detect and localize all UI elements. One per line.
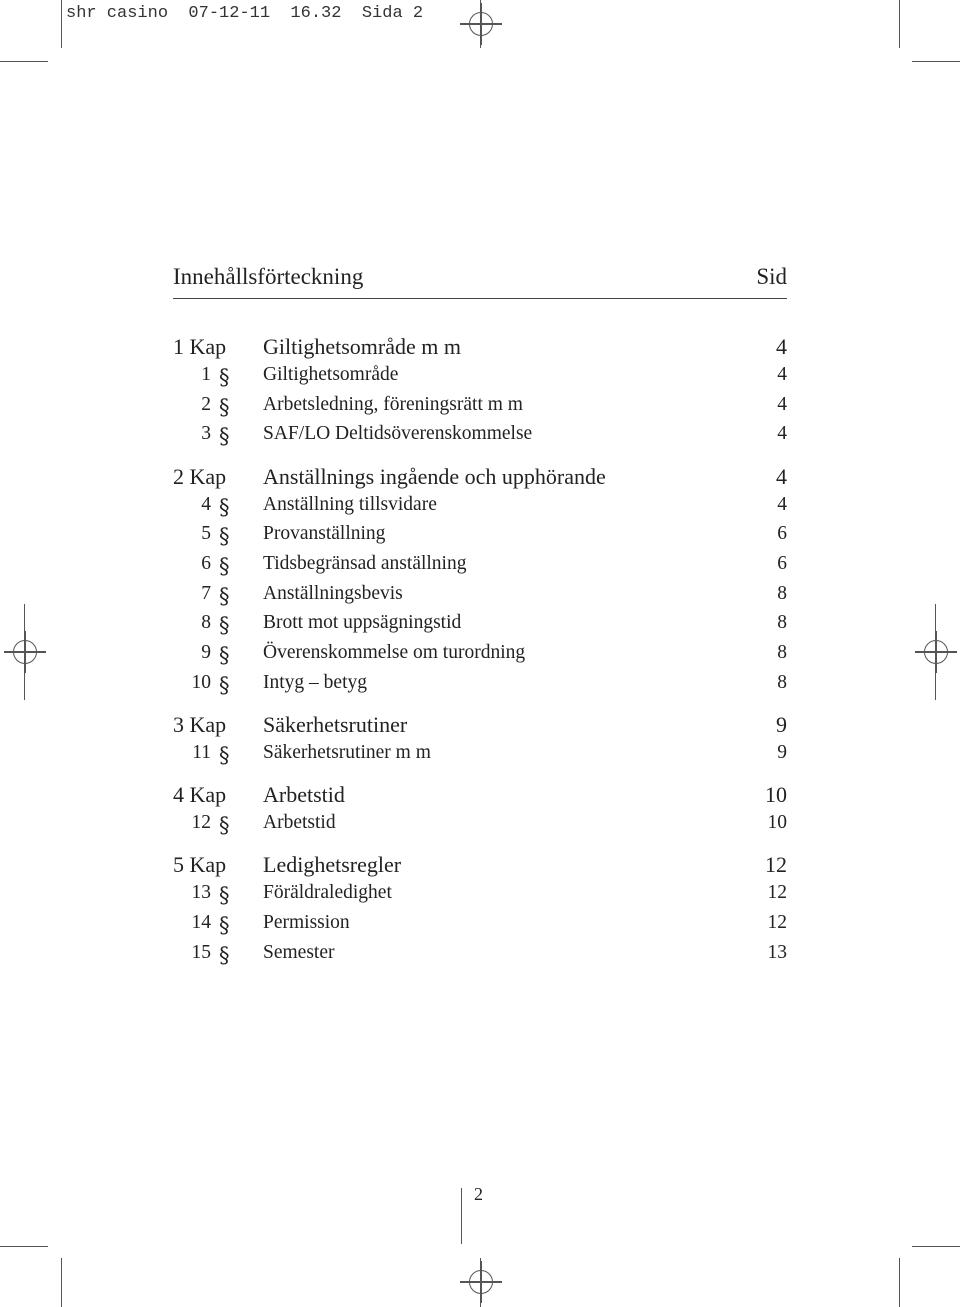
toc-section-row [173, 553, 787, 583]
section-symbol: § [219, 912, 230, 937]
toc-section-row [173, 423, 787, 453]
chapter-number: 5 Kap [173, 852, 227, 878]
toc-entry-page: 8 [777, 671, 787, 693]
toc-section-row [173, 523, 787, 553]
section-symbol: § [219, 942, 230, 967]
toc-entry-title: Giltighetsområde [263, 364, 399, 385]
toc-entry-title: Anställning tillsvidare [263, 493, 437, 515]
toc-entry-page: 8 [777, 582, 787, 604]
toc-entry-page: 12 [765, 852, 787, 878]
toc-section-row [173, 942, 787, 972]
section-symbol: § [219, 672, 230, 697]
section-symbol: § [219, 494, 230, 519]
section-symbol: § [219, 583, 230, 608]
toc-section-row [173, 742, 787, 772]
section-symbol: § [219, 365, 230, 389]
toc-entry-title: Arbetstid [263, 782, 345, 808]
toc-entry-title: Tidsbegränsad anställning [263, 552, 467, 574]
toc-section-row [173, 583, 787, 613]
section-number: 1 [201, 364, 211, 385]
toc-entry-page: 4 [777, 364, 787, 385]
toc-entry-page: 10 [767, 812, 787, 834]
toc-entry-title: Anställnings ingående och upphörande [263, 463, 606, 489]
section-symbol: § [219, 813, 230, 838]
page-number: 2 [474, 1184, 483, 1204]
toc-chapter-row [173, 852, 787, 882]
toc-entry-page: 6 [777, 552, 787, 574]
toc-entry-title: Säkerhetsrutiner [263, 711, 408, 737]
section-symbol: § [219, 742, 230, 767]
section-symbol: § [219, 424, 230, 449]
toc-entry-page: 8 [777, 642, 787, 663]
toc-entry-title: Brott mot uppsägningstid [263, 612, 462, 634]
toc-entry-page: 4 [777, 393, 787, 415]
section-number: 9 [201, 642, 211, 663]
toc-entry-page: 4 [777, 493, 787, 515]
toc-chapter-row [173, 712, 787, 742]
toc-entry-title: Giltighetsområde m m [263, 334, 461, 359]
toc-section-row [173, 364, 787, 394]
toc-section-row [173, 812, 787, 842]
toc-chapter-row [173, 464, 787, 494]
toc-header [173, 264, 787, 299]
toc-entry-page: 8 [777, 612, 787, 634]
section-number: 11 [192, 741, 211, 763]
section-number: 7 [201, 582, 211, 604]
toc-entry-title: Semester [263, 941, 335, 963]
toc-chapter-row [173, 782, 787, 812]
section-number: 12 [191, 812, 211, 834]
section-number: 10 [191, 671, 211, 693]
chapter-number: 1 Kap [173, 334, 227, 359]
toc-section-row [173, 394, 787, 424]
section-symbol: § [219, 524, 230, 549]
section-number: 6 [201, 552, 211, 574]
section-symbol: § [219, 553, 230, 578]
toc-entry-title: Säkerhetsrutiner m m [263, 741, 431, 763]
registration-mark-icon [924, 640, 948, 664]
toc-section-row [173, 642, 787, 672]
toc-entry-page: 12 [767, 911, 787, 933]
section-number: 14 [191, 911, 211, 933]
section-symbol: § [219, 394, 230, 419]
registration-mark-icon [469, 1270, 493, 1294]
section-number: 4 [201, 493, 211, 515]
section-number: 2 [201, 393, 211, 415]
toc-entry-title: Provanställning [263, 523, 386, 545]
toc-entry-title: Ledighetsregler [263, 852, 402, 878]
page-title: Innehållsförteckning [173, 264, 364, 289]
toc-section-row [173, 882, 787, 912]
print-slug: shr casino 07-12-11 16.32 Sida 2 [66, 4, 424, 23]
toc-section-row [173, 612, 787, 642]
toc-entry-title: Permission [263, 911, 350, 933]
toc-entry-page: 12 [767, 882, 787, 904]
toc-entry-page: 4 [776, 334, 787, 359]
toc-entry-page: 13 [767, 941, 787, 963]
toc-entry-page: 9 [776, 711, 787, 737]
section-number: 13 [191, 882, 211, 904]
page-column-label: Sid [756, 264, 787, 289]
toc-entry-title: SAF/LO Deltidsöverenskommelse [263, 423, 533, 445]
section-number: 3 [201, 423, 211, 445]
toc-section-row [173, 672, 787, 702]
toc-entry-page: 9 [777, 741, 787, 763]
section-number: 5 [201, 523, 211, 545]
toc-entry-title: Arbetstid [263, 812, 336, 834]
section-symbol: § [219, 643, 230, 667]
section-symbol: § [219, 883, 230, 908]
toc-entry-page: 4 [777, 423, 787, 445]
toc-entry-title: Intyg – betyg [263, 671, 367, 693]
section-number: 15 [191, 941, 211, 963]
section-symbol: § [219, 613, 230, 638]
toc-section-row [173, 912, 787, 942]
toc-entry-page: 4 [776, 463, 787, 489]
toc-entry-page: 10 [765, 782, 787, 808]
registration-mark-icon [13, 640, 37, 664]
toc-chapter-row [173, 334, 787, 364]
section-number: 8 [201, 612, 211, 634]
toc-entry-title: Arbetsledning, föreningsrätt m m [263, 393, 523, 415]
chapter-number: 3 Kap [173, 711, 227, 737]
toc-entry-page: 6 [777, 523, 787, 545]
toc-entry-title: Anställningsbevis [263, 582, 403, 604]
registration-mark-icon [469, 12, 493, 36]
toc-entry-title: Överenskommelse om turordning [263, 642, 526, 663]
toc-section-row [173, 494, 787, 524]
chapter-number: 2 Kap [173, 463, 227, 489]
toc-entry-title: Föräldraledighet [263, 882, 392, 904]
chapter-number: 4 Kap [173, 782, 227, 808]
table-of-contents [173, 334, 787, 971]
